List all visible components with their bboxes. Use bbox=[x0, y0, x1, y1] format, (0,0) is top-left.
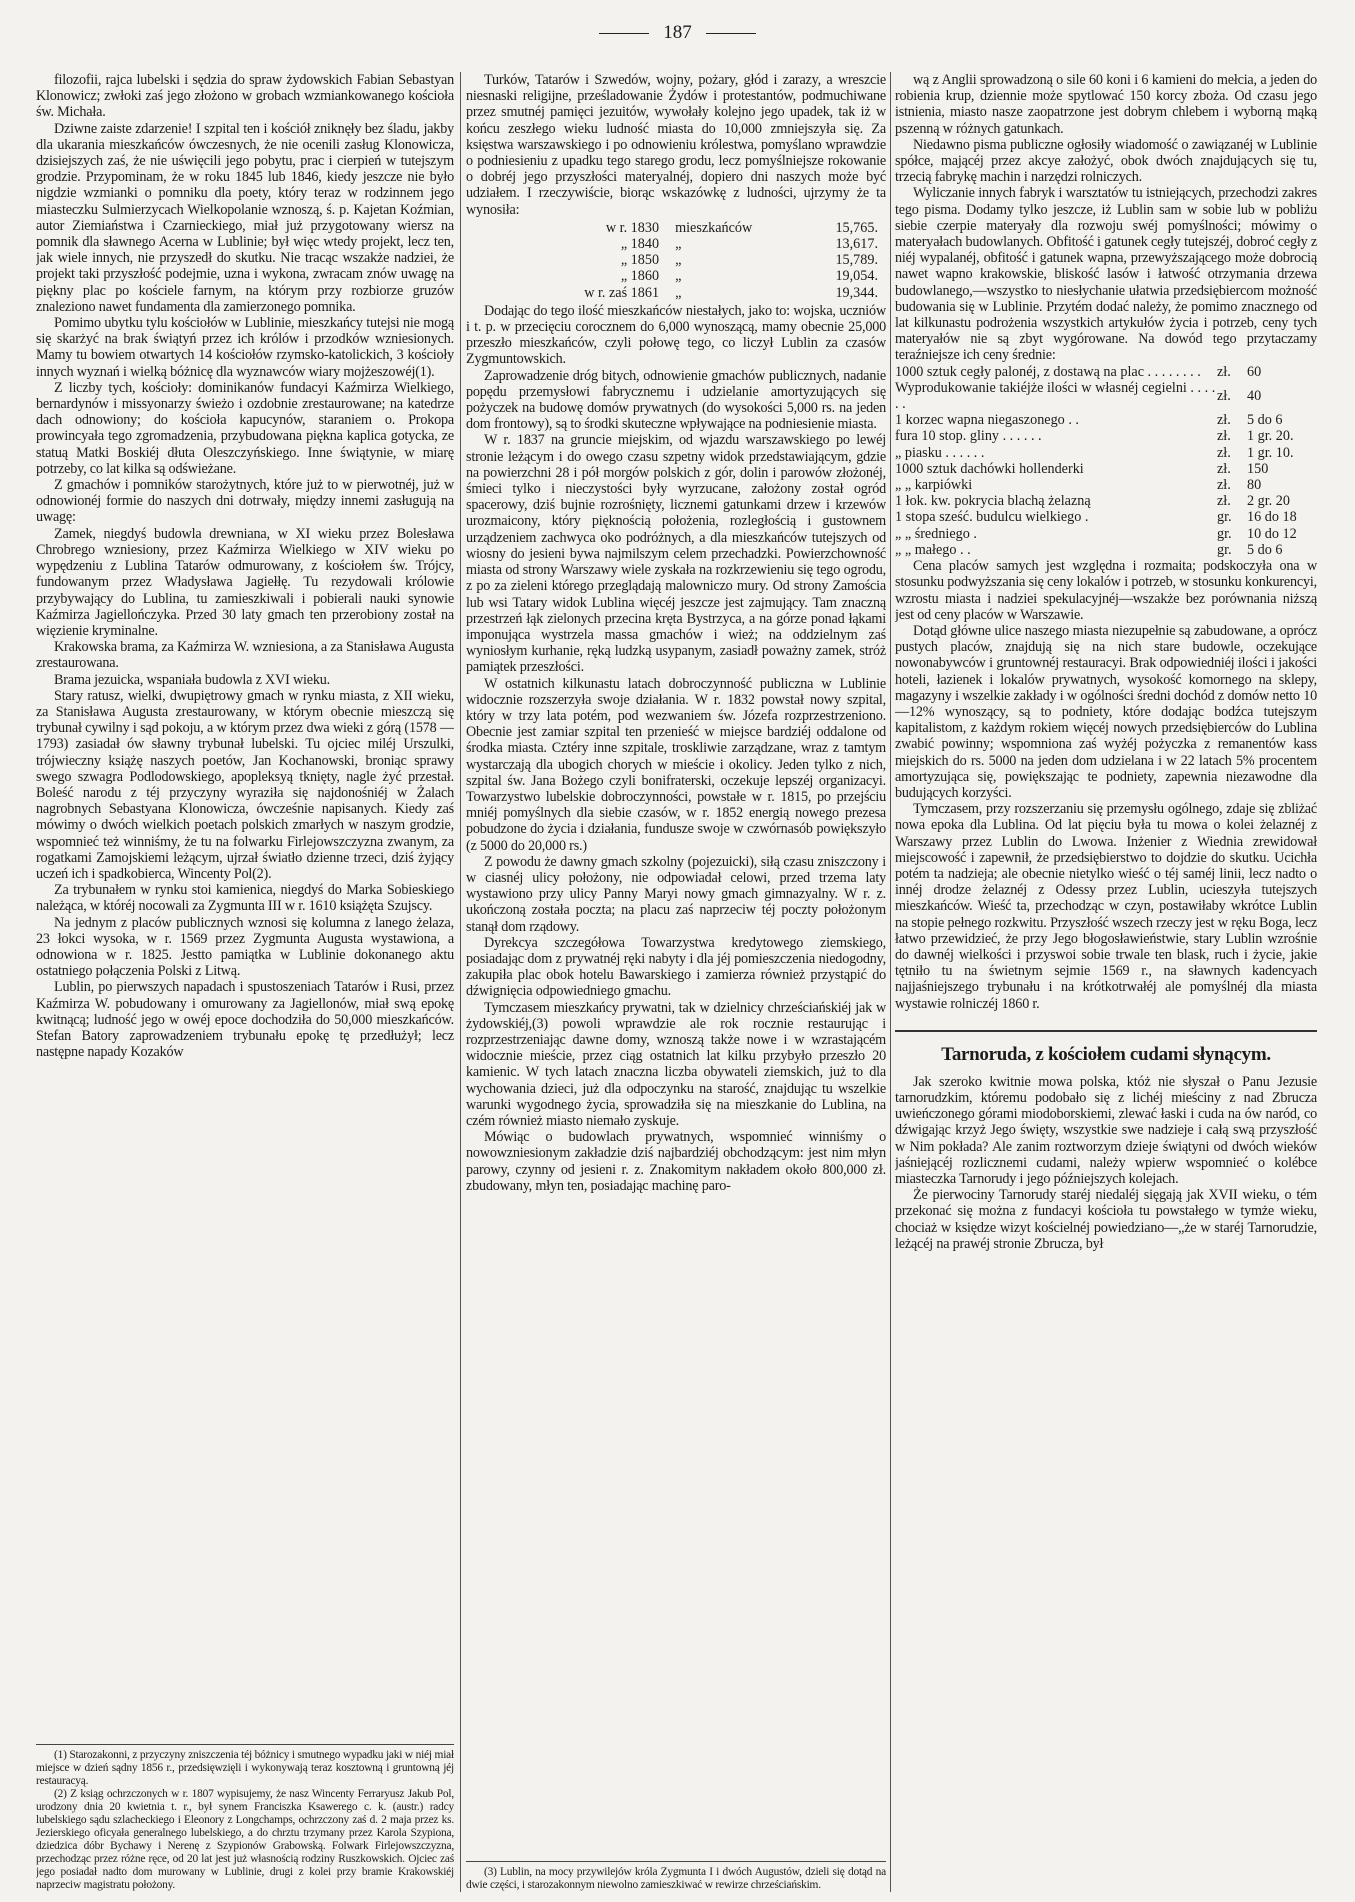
population-row-value: 19,344. bbox=[835, 284, 878, 301]
footnote: (2) Z ksiąg ochrzczonych w r. 1807 wypisujemy, że nasz Wincenty Ferraryusz Jakub Pol, urodzony dnia 20 kwietnia t. r., był synem Franciszka Ksawerego c. k. (austr.) radcy lubelskiego sądu szlacheckiego i Eleonory z Longchamps, ochrzczony zaś d. 2 maja przez ks. Jezierskiego oficyała generalnego lubelskiego, a do chrztu trzymany przez Karola Szypiona, dziedzica dóbr Bychawy i Nerenę z Szypionów Grabowską. Folwark Firlejowszczyzna, przechodząc przez różne ręce, od 20 lat jest już własnością rodziny Ruszkowskich. Ojciec zaś jego posiadał nadto dom murowany w Lublinie, drugi z kolei przy bramie Krakowskiéj naprzeciw magistratu położony. bbox=[36, 1788, 454, 1891]
population-row bbox=[536, 268, 886, 284]
price-row-value: 60 bbox=[1247, 363, 1262, 380]
price-row-value: 150 bbox=[1247, 460, 1269, 477]
column-divider bbox=[890, 72, 891, 1892]
paragraph: Z liczby tych, kościoły: dominikanów fundacyi Kaźmirza Wielkiego, bernardynów i missyonarzy świeżo i ozdobnie zrestaurowane; na katedrze dach odnowiony; do kościoła kapucynów, staraniem o. Prokopa prowincyała tego zgromadzenia, przybudowana piękna kaplica gotycka, ze statuą Matki Boskiéj dłuta Oleszczyńskiego. Inne świątynie, w miarę potrzeby, co lat kilka są odświeżane. bbox=[36, 379, 454, 477]
price-row-unit: zł. bbox=[1217, 363, 1231, 380]
column-body bbox=[466, 72, 886, 218]
population-row-label: „ bbox=[675, 268, 682, 285]
price-row bbox=[895, 428, 1317, 444]
price-row bbox=[895, 380, 1317, 412]
column-2 bbox=[466, 72, 886, 1892]
column-body bbox=[895, 558, 1317, 1012]
price-row-unit: zł. bbox=[1217, 412, 1231, 429]
price-row-value: 1 gr. 20. bbox=[1247, 428, 1294, 445]
population-row-label: „ bbox=[675, 252, 682, 269]
population-row-value: 15,789. bbox=[835, 252, 878, 269]
price-table bbox=[895, 364, 1317, 558]
price-row-unit: zł. bbox=[1217, 387, 1231, 404]
population-row-label: „ bbox=[675, 236, 682, 253]
price-row-item: Wyprodukowanie takiéjże ilości w własnéj cegielni . . . . . . bbox=[895, 379, 1216, 413]
paragraph: Brama jezuicka, wspaniała budowla z XVI wieku. bbox=[54, 671, 331, 688]
population-row bbox=[536, 252, 886, 268]
price-row-item: 1 stopa sześć. budulcu wielkiego . bbox=[895, 509, 1089, 526]
price-row-item: 1 korzec wapna niegaszonego . . bbox=[895, 412, 1079, 429]
paragraph: Wyliczanie innych fabryk i warsztatów tu istniejących, przechodzi zakres tego pisma. Dodamy tylko jeszcze, iż Lublin sam w sobie lub w pobliżu siebie czerpie materyały dla rozwoju swéj pomyślności; mówimy o materyałach budowlanych. Obfitość i gatunek cegły tutejszéj, dobroć cegły z niéj wypalanéj, obfitość i gatunek wapna, przewyższającego może dobrocią nawet wapno krakowskie, bliskość lasów i łatwość otrzymania drzewa budowlanego,—wszystko to niesłychanie ułatwia przedsiębiercom możność budowania się w Lublinie. Przytém dodać należy, że pomimo znacznego od lat kilkunastu podrożenia wszystkich artykułów życia i potrzeb, ceny tych materyałów nie są zbyt wygórowane. Na dowód tego przytaczamy teraźniejsze ich ceny średnie: bbox=[895, 185, 1317, 364]
price-row-unit: zł. bbox=[1217, 493, 1231, 510]
price-row-unit: gr. bbox=[1217, 509, 1232, 526]
price-row-unit: zł. bbox=[1217, 477, 1231, 494]
paragraph: Dyrekcya szczegółowa Towarzystwa kredytowego ziemskiego, posiadając dom z prywatnéj ręki nabyty i dla jéj pomieszczenia niedogodny, zakupiła plac obok hotelu Bawarskiego i zamierza również przystąpić do dźwignięcia odpowiedniego gmachu. bbox=[466, 934, 886, 1000]
paragraph: Tymczasem mieszkańcy prywatni, tak w dzielnicy chrześciańskiéj jak w żydowskiéj,(3) powoli wprawdzie ale rok rocznie restaurując i rozprzestrzeniając dawne domy, wznoszą także nowe i w wzrastającém widocznie mieście, przez ciąg ostatnich lat kilku przybyło przeszło 20 kamienic. W tych latach znaczna liczba obywateli ziemskich, już to dla wychowania dzieci, już dla odpoczynku na starość, znajdując tu wszelkie warunki wygodnego życia, sprowadziła się na mieszkanie do Lublina, na czém również miasto niemało zyskuje. bbox=[466, 999, 886, 1129]
paragraph: Zaprowadzenie dróg bitych, odnowienie gmachów publicznych, nadanie popędu przemysłowi fabrycznemu i udzielanie amortyzujących się pożyczek na budowę domów prywatnych (do wysokości 5,000 rs. na jeden dom frontowy), są to środki skuteczne wpływające na podniesienie miasta. bbox=[466, 367, 886, 433]
column-1 bbox=[36, 72, 454, 1892]
population-row-year: w r. 1830 bbox=[605, 219, 660, 236]
paragraph: Że pierwociny Tarnorudy staréj niedaléj sięgają jak XVII wieku, o tém przekonać się można z fundacyi kościoła tu powstałego w tymże wieku, chociaż w księdze wizyt kościelnéj powiedziano—„że w staréj Tarnorudzie, leżącéj na prawéj stronie Zbrucza, był bbox=[895, 1187, 1317, 1252]
price-row-item: 1000 sztuk dachówki hollenderki bbox=[895, 460, 1084, 477]
price-row bbox=[895, 526, 1317, 542]
paragraph: Pomimo ubytku tylu kościołów w Lublinie, mieszkańcy tutejsi nie mogą się skarżyć na brak świątyń przez ich królów i przodków wzniesionych. Mamy tu bowiem otwartych 14 kościołów rzymsko-katolickich, 3 kościoły innych wyznań i wielką bóżnicę dla wyznawców wiary mojżeszowéj(1). bbox=[36, 315, 454, 380]
price-row-item: „ „ małego . . bbox=[895, 541, 971, 558]
population-row bbox=[536, 220, 886, 236]
price-row-value: 16 do 18 bbox=[1247, 509, 1297, 526]
price-row-unit: zł. bbox=[1217, 444, 1231, 461]
population-table bbox=[536, 220, 886, 301]
paragraph: filozofii, rajca lubelski i sędzia do spraw żydowskich Fabian Sebastyan Klonowicz; zwłoki zaś jego złożono w grobach wzmiankowanego kościoła św. Michała. bbox=[36, 72, 454, 121]
population-row-year: „ 1860 bbox=[620, 268, 660, 285]
price-row bbox=[895, 493, 1317, 509]
paragraph: Dodając do tego ilość mieszkańców niestałych, jako to: wojska, uczniów i t. p. w przecięciu corocznem do 6,000 wynoszącą, mamy obecnie 25,000 przeszło mieszkańców, czyli połowę tego, co liczył Lublin za czasów Zygmuntowskich. bbox=[466, 302, 886, 368]
price-row-value: 40 bbox=[1247, 387, 1262, 404]
page-number: 187 bbox=[0, 22, 1355, 44]
footnote: (1) Starozakonni, z przyczyny zniszczenia téj bóżnicy i smutnego wypadku jaki w niéj miał miejsce w dzień sądny 1856 r., przedsięwzięli i wykonywają teraz kosztowną i gruntowną jéj restauracyą. bbox=[36, 1749, 454, 1787]
article-title: Tarnoruda, z kościołem cudami słynącym. bbox=[895, 1030, 1317, 1066]
price-row-value: 80 bbox=[1247, 477, 1262, 494]
price-row-item: 1000 sztuk cegły palonéj, z dostawą na plac . . . . . . . . bbox=[895, 363, 1201, 380]
paragraph: Z gmachów i pomników starożytnych, które już to w pierwotnéj, już w odnowionéj formie do naszych dni dotrwały, między innemi zasługują na uwagę: bbox=[36, 477, 454, 526]
price-row-value: 5 do 6 bbox=[1247, 412, 1283, 429]
price-row bbox=[895, 364, 1317, 380]
column-body bbox=[895, 72, 1317, 364]
column-body bbox=[466, 303, 886, 1194]
price-row-unit: zł. bbox=[1217, 428, 1231, 445]
column-body bbox=[36, 72, 454, 1060]
column-3 bbox=[895, 72, 1317, 1892]
paragraph: W ostatnich kilkunastu latach dobroczynność publiczna w Lublinie widocznie rozszerzyła swoje działania. W r. 1832 powstał nowy szpital, który w trzy lata potém, pod wezwaniem św. Józefa rozprzestrzeniono. Obecnie jest zamiar szpital ten przenieść w miejsce bardziéj oddalone od środka miasta. Cztéry inne szpitale, troskliwie zarządzane, wraz z tamtym wystarczają dla ubogich chorych w mieście i okolicy. Jeden tylko z nich, szpital św. Jana Bożego czyli bonifraterski, oczekuje lepszéj organizacyi. Towarzystwo lubelskie dobroczynności, powstałe w r. 1815, po przejściu mniéj pomyślnych dla siebie czasów, w r. 1852 energią nowego prezesa pobudzone do życia i działania, fundusze swoje w czwórnasób powiększyło (z 5000 do 20,000 rs.) bbox=[466, 675, 886, 854]
price-row bbox=[895, 542, 1317, 558]
paragraph: Niedawno pisma publiczne ogłosiły wiadomość o zawiązanéj w Lublinie spółce, mającéj przez akcye założyć, obok dwóch znajdujących się tu, trzecią fabrykę machin i narzędzi rolniczych. bbox=[895, 136, 1317, 186]
population-row-value: 13,617. bbox=[835, 236, 878, 253]
price-row-unit: gr. bbox=[1217, 525, 1232, 542]
paragraph: wą z Anglii sprowadzoną o sile 60 koni i 6 kamieni do mełcia, a jeden do robienia krup, dziennie może spytlować 150 korcy zboża. Od czasu jego istnienia, miasto nasze zaopatrzone jest dobrym chlebem i wyborną mąką pszenną w różnych gatunkach. bbox=[895, 72, 1317, 137]
price-row-unit: gr. bbox=[1217, 541, 1232, 558]
price-row-item: 1 łok. kw. pokrycia blachą żelazną bbox=[895, 493, 1091, 510]
paragraph: Za trybunałem w rynku stoi kamienica, niegdyś do Marka Sobieskiego należąca, w któréj nocowali za Zygmunta III w r. 1610 książęta Szujscy. bbox=[36, 882, 454, 915]
paragraph: Turków, Tatarów i Szwedów, wojny, pożary, głód i zarazy, a wreszcie niesnaski religijne, prześladowanie Żydów i protestantów, podmuchiwane przez smutnéj pamięci jezuitów, wywołały kolejno jego upadek, tak iż w końcu zeszłego wieku ludność miasta do 10,000 zmniejszyła się. Za księstwa warszawskiego i po odnowieniu królestwa, pomyślano wprawdzie o podniesieniu z upadku tego starego grodu, lecz pomyślniejsze rokowanie o dobréj jego przyszłości materyalnéj, dopiero dni naszych może być udziałem. I rzeczywiście, biorąc wskazówkę z ludności, ujrzymy że ta wynosiła: bbox=[466, 72, 886, 218]
price-row-value: 5 do 6 bbox=[1247, 541, 1283, 558]
price-row-unit: zł. bbox=[1217, 460, 1231, 477]
article-body bbox=[895, 1074, 1317, 1252]
population-row-label: mieszkańców bbox=[675, 219, 753, 236]
population-row-label: „ bbox=[675, 284, 682, 301]
paragraph: Mówiąc o budowlach prywatnych, wspomnieć winniśmy o nowowzniesionym zakładzie dziś najbardziéj obchodzącym: jest nim młyn parowy, czynny od jesieni r. z. Znakomitym nakładem około 800,000 zł. zbudowany, młyn ten, posiadając machinę paro- bbox=[466, 1129, 886, 1194]
paragraph: Dotąd główne ulice naszego miasta niezupełnie są zabudowane, a oprócz pustych placów, znajdują się na nich stare budowle, oczekujące nowonabywców i gruntownéj restauracyi. Brak odpowiedniéj ilości i jakości hoteli, łazienek i lokalów prywatnych, wysokość komornego na sklepy, magazyny i wszelkie zakłady i w ogólności średni dochód z domów netto 10—12% wynoszący, są to podniety, które dodając bodźca tutejszym kapitalistom, z każdym rokiem więcéj nowych przedsiębierców do Lublina zwabić powinny; wspomniona zaś wyżéj pożyczka z remanentów kass miejskich do rs. 5000 na jeden dom udzielana i w 22 latach 5% procentem amortyzująca się, powiększając te podniety, zapewnia niezawodne dla budujących korzyści. bbox=[895, 622, 1317, 801]
price-row-value: 2 gr. 20 bbox=[1247, 493, 1290, 510]
price-row-value: 10 do 12 bbox=[1247, 525, 1297, 542]
population-row bbox=[536, 285, 886, 301]
price-row bbox=[895, 477, 1317, 493]
paragraph: Dziwne zaiste zdarzenie! I szpital ten i kościół zniknęły bez śladu, jakby dla ukarania mieszkańców ówczesnych, że nie ocenili zasług Klonowicza, dzisiejszych zaś, że nie uświęcili jego pobytu, prac i cierpień w tutejszym grodzie. Przypominam, że w roku 1845 lub 1846, kiedy jeszcze nie było nigdzie wzmianki o pomniku dla poety, który teraz w rodzinnem jego miasteczku Sulmierzycach Wielkopolanie wznoszą, ś. p. Kajetan Koźmian, autor Ziemiaństwa i Czarnieckiego, miał już przygotowany wiersz na pomnik dla sławnego Acerna w Lublinie; był więc wtedy projekt, lecz ten, jak wiele innych, nie przyszedł do skutku. Nie tracąc wszakże nadziei, że projekt taki przyszłość podejmie, uzna i wykona, zwracam znów uwagę na piękny plac po kościele farnym, na którym przy rozbiorze gruzów znaleziono nawet fundamenta dla zamierzonego pomnika. bbox=[36, 120, 454, 315]
column-divider bbox=[460, 72, 461, 1892]
population-row-year: w r. zaś 1861 bbox=[584, 284, 660, 301]
paragraph: W r. 1837 na gruncie miejskim, od wjazdu warszawskiego po lewéj stronie leżącym i do owego czasu szpetny widok przedstawiającym, gdzie na powierzchni 28 i pół morgów polskich z gór, dolin i parowów złożonéj, śmieci tylko i nieczystości były wyrzucane, założony został ogród spacerowy, dziś bujnie rozrośnięty, licznemi gatunkami drzew i krzewów urozmaicony, który pięknością położenia, rozległością i gustownem urządzeniem zachwyca oko podróżnych, a dla mieszkańców tutejszych od wiosny do jesieni bywa najmilszym celem przechadzki. Powierzchowność miasta od strony Warszawy wiele zyskała na rozkrzewieniu się tego ogrodu, z po za zieleni którego przeglądają malowniczo mury. Od strony Zamościa lub wsi Tatary widok Lublina więcéj jeszcze jest zajmujący. Tam znaczną przestrzeń łąk zielonych przecina kręta Bystrzyca, a na górze ponad łąkami imponująca wystrzela massa gmachów i wież; na oddzielnym zaś wyniosłym kurhanie, ręką ludzką usypanym, zasiadł poważny zamek, stróż pamiątek przeszłości. bbox=[466, 432, 886, 676]
population-row-value: 15,765. bbox=[835, 219, 878, 236]
paragraph: Lublin, po pierwszych napadach i spustoszeniach Tatarów i Rusi, przez Kaźmirza W. pobudowany i omurowany za Jagiellonów, miał swą epokę kwitnącą; ludność jego w owéj epoce dochodziła do 50,000 mieszkańców. Stefan Batory zaprowadzeniem trybunału epokę tę przedłużył; lecz następne napady Kozaków bbox=[36, 979, 454, 1061]
population-row bbox=[536, 236, 886, 252]
paragraph: Na jednym z placów publicznych wznosi się kolumna z lanego żelaza, 23 łokci wysoka, w r. 1569 przez Zygmunta Augusta wystawiona, a odnowiona w r. 1825. Jestto pamiątka w Lublinie dokonanego aktu ostatniego połączenia Polski z Litwą. bbox=[36, 914, 454, 980]
footnotes bbox=[36, 1744, 454, 1892]
price-row bbox=[895, 509, 1317, 525]
footnote: (3) Lublin, na mocy przywilejów króla Zygmunta I i dwóch Augustów, dzieli się dotąd na dwie części, i starozakonnym niewolno zamieszkiwać w rewirze chrześciańskim. bbox=[466, 1866, 886, 1891]
price-row-item: „ „ średniego . bbox=[895, 525, 977, 542]
price-row-item: „ „ karpiówki bbox=[895, 477, 973, 494]
paragraph: Stary ratusz, wielki, dwupiętrowy gmach w rynku miasta, z XII wieku, za Stanisława Augusta zrestaurowany, w którym obecnie mieszczą się trybunał cywilny i sąd pokoju, a w którym przez dwa wieki z górą (1578 — 1793) zasiadał ów sławny trybunał lubelski. Tu ojciec miléj Urszulki, trójwieczny książę naszych poetów, Jan Kochanowski, broniąc sprawy swego szwagra Podlodowskiego, apopleksyą tknięty, nagle żyć przestał. Boleść narodu z téj przyczyny wyraziła się najdonośniéj w Żalach nagrobnych Sebastyana Klonowicza, ówcześnie napisanych. Kiedy zaś mówimy o dwóch wielkich poetach polskich zmarłych w naszym grodzie, wspomnieć też winniśmy, że tu na folwarku Firlejowszczyzna zwanym, za rogatkami Zamojskiemi leżącym, ujrzał światło dzienne trzeci, dziś żyjący uczeń ich i spadkobierca, Wincenty Pol(2). bbox=[36, 687, 454, 882]
paragraph: Tymczasem, przy rozszerzaniu się przemysłu ogólnego, zdaje się zbliżać nowa epoka dla Lublina. Od lat pięciu była tu mowa o kolei żelaznéj z Warszawy przez Lublin do Lwowa. Inżenier z Wiednia zrewidował miejscowość i zapewnił, że przedsiębierstwo to dojdzie do skutku. Ucichła potém ta nadzieja; ale obecnie nietylko wieść o téj saméj linii, lecz nadto o innéj drodze żelaznéj z Odessy przez Lublin, ucieszyła tutejszych mieszkańców. Wieść ta, przechodząc w czyn, postawiłaby wkrótce Lublin na stopie pełnego rozkwitu. Przyszłość wszech rzeczy jest w ręku Boga, lecz łatwo przewidzieć, że przy Jego błogosławieństwie, stary Lublin wzrośnie do dawnéj wielkości i przyswoi sobie trwale ten blask, ruch i życie, jakie tętniło tu na świetnym sejmie 1569 r., na sławnych kadencyach najjaśniejszego trybunału i na krótkotrwałéj ale pomyślnéj dla miasta wystawie rolniczéj 1860 r. bbox=[895, 801, 1317, 1012]
paragraph: Z powodu że dawny gmach szkolny (pojezuicki), siłą czasu zniszczony i w ciasnéj ulicy położony, nie odpowiadał celowi, przed trzema laty wystawiono przy ulicy Panny Maryi nowy gmach gimnazyalny. W r. z. ukończoną została poczta; na placu zaś naprzeciw téj poczty położonym stanął dom rządowy. bbox=[466, 853, 886, 935]
price-row bbox=[895, 412, 1317, 428]
price-row-item: „ piasku . . . . . . bbox=[895, 444, 985, 461]
population-row-year: „ 1840 bbox=[620, 236, 660, 253]
price-row bbox=[895, 461, 1317, 477]
paragraph: Krakowska brama, za Kaźmirza W. wzniesiona, a za Stanisława Augusta zrestaurowana. bbox=[36, 639, 454, 672]
footnotes bbox=[466, 1861, 886, 1892]
price-row bbox=[895, 445, 1317, 461]
population-row-value: 19,054. bbox=[835, 268, 878, 285]
population-row-year: „ 1850 bbox=[620, 252, 660, 269]
price-row-item: fura 10 stop. gliny . . . . . . bbox=[895, 428, 1042, 445]
paragraph: Cena placów samych jest względna i rozmaita; podskoczyła ona w stosunku podwyższania się ceny lokalów i potrzeb, w stosunku konkurencyi, wzrostu miasta i nadziei spekulacyjnéj—wszakże bez porównania niższą jest od ceny placów w Warszawie. bbox=[895, 558, 1317, 623]
price-row-value: 1 gr. 10. bbox=[1247, 444, 1294, 461]
paragraph: Jak szeroko kwitnie mowa polska, któż nie słyszał o Panu Jezusie tarnorudzkim, któremu podobało się z lichéj mieściny z nad Zbrucza uwieńczonego górami miodoborskiemi, zlewać łaski i cuda na ów naród, co dźwigając krzyż Jego święty, wszystkie swe nadzieje i całą swą przyszłość w Nim pokłada? Ale zanim roztworzym dzieje świątyni od dwóch wieków jaśniejącéj rozlicznemi cudami, należy wpierw wspomnieć o kolébce miasteczka Tarnorudy i jego późniejszych kolejach. bbox=[895, 1073, 1317, 1187]
paragraph: Zamek, niegdyś budowla drewniana, w XI wieku przez Bolesława Chrobrego wzniesiony, przez Kaźmirza Wielkiego w XIV wieku po wypędzeniu z Lublina Tatarów odmurowany, z kościołem św. Trójcy, fundowanym przez Władysława Jagiełłę. Tu rezydowali królowie przybywający do Lublina, tu zamieszkiwali i pobierali nauki synowie Kaźmirza Jagiellończyka. Przed 30 laty gmach ten przerobiony został na więzienie kryminalne. bbox=[36, 525, 454, 639]
